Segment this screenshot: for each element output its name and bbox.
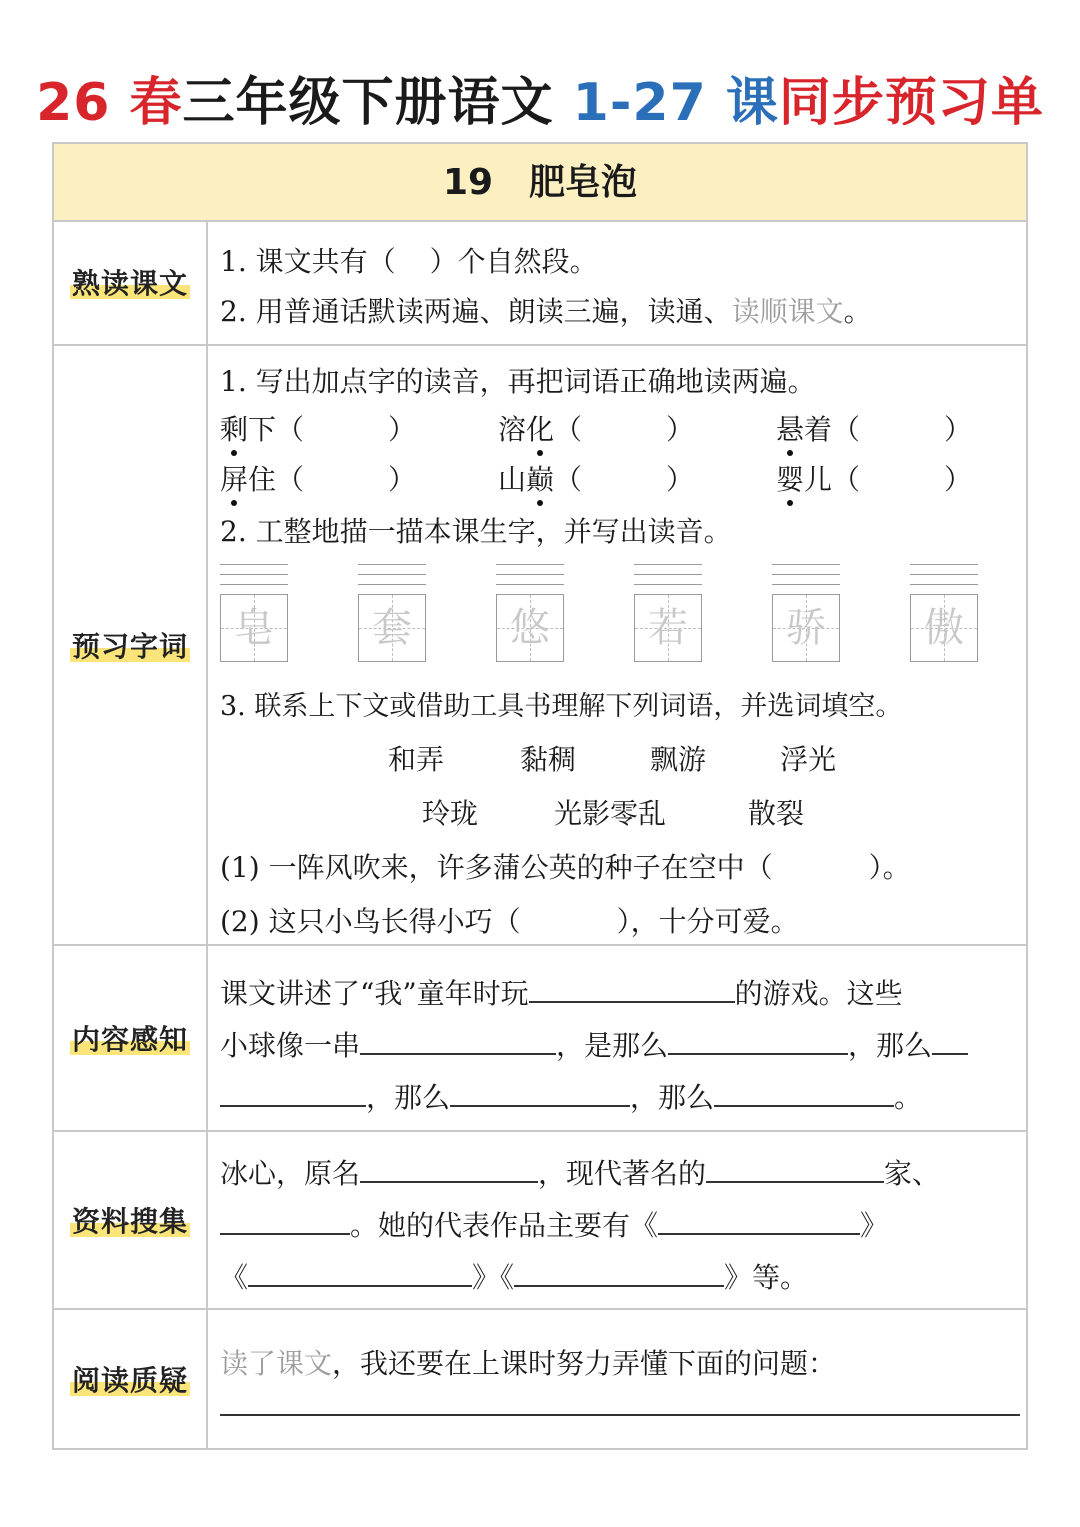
trace-char: 皂	[234, 605, 274, 651]
lesson-name: 肥皂泡	[529, 162, 638, 203]
title-part-grade: 三年级下册语文	[182, 73, 554, 133]
answer-blank[interactable]	[220, 1207, 350, 1235]
choice-word: 和弄	[388, 743, 445, 776]
trace-char: 套	[372, 605, 412, 651]
lesson-number: 19	[442, 162, 494, 203]
answer-blank[interactable]	[668, 1027, 848, 1055]
tracing-grid[interactable]	[910, 564, 978, 662]
choice-word: 浮光	[780, 743, 837, 776]
pinyin-item: 剩下（ ）	[220, 408, 416, 448]
words-question-2: 2. 工整地描一描本课生字，并写出读音。	[220, 515, 732, 548]
pinyin-answer[interactable]: （ ）	[832, 463, 973, 496]
title-part-sheet: 同步预习单	[778, 73, 1044, 133]
answer-blank[interactable]	[658, 1207, 860, 1235]
worksheet-table	[52, 142, 1028, 1450]
pinyin-answer[interactable]: （ ）	[276, 413, 417, 446]
content-line-1: 课文讲述了“我”童年时玩 的游戏。这些	[220, 977, 903, 1010]
tracing-grid[interactable]	[496, 564, 564, 662]
pinyin-answer[interactable]: （ ）	[554, 413, 695, 446]
trace-char: 悠	[510, 605, 550, 651]
tracing-grid[interactable]	[772, 564, 840, 662]
content-line-2: 小球像一串 ，是那么 ，那么	[220, 1024, 968, 1064]
title-part-season: 26 春	[36, 73, 183, 133]
trace-char: 若	[648, 605, 688, 651]
section-material	[54, 1132, 1026, 1310]
pinyin-item: 屏住（ ）	[220, 458, 416, 498]
answer-blank[interactable]	[529, 975, 735, 1003]
section-label: 资料搜集	[70, 1200, 190, 1240]
section-content	[54, 946, 1026, 1132]
section-label: 预习字词	[70, 625, 190, 665]
answer-blank[interactable]	[932, 1027, 968, 1055]
answer-blank[interactable]	[714, 1079, 894, 1107]
pinyin-item: 婴儿（ ）	[776, 458, 972, 498]
fill-sentence-2: (2) 这只小鸟长得小巧（ ），十分可爱。	[220, 905, 799, 938]
answer-blank[interactable]	[450, 1079, 630, 1107]
choice-word: 玲珑	[422, 797, 479, 830]
material-line-2: 。她的代表作品主要有《 》	[220, 1204, 888, 1244]
pinyin-item: 悬着（ ）	[776, 408, 972, 448]
tracing-grid[interactable]	[634, 564, 702, 662]
choice-word: 光影零乱	[554, 797, 667, 830]
read-question-2: 2. 用普通话默读两遍、朗读三遍，读通、读顺课文。	[220, 295, 872, 328]
section-label: 熟读课文	[70, 262, 190, 302]
choice-word: 飘游	[650, 743, 707, 776]
choice-word: 黏稠	[520, 743, 577, 776]
pinyin-answer[interactable]: （ ）	[832, 413, 973, 446]
watermark-text: 读顺课文	[731, 295, 844, 328]
content-line-3: ，那么 ，那么 。	[220, 1076, 922, 1116]
title-part-lessons: 1-27 课	[572, 73, 779, 133]
answer-blank[interactable]	[360, 1155, 538, 1183]
material-line-1: 冰心，原名 ，现代著名的 家、	[220, 1157, 941, 1190]
words-question-1: 1. 写出加点字的读音，再把词语正确地读两遍。	[220, 365, 816, 398]
section-read	[54, 220, 1026, 346]
choice-word: 散裂	[748, 797, 805, 830]
answer-blank[interactable]	[360, 1027, 556, 1055]
answer-blank[interactable]	[706, 1155, 884, 1183]
words-question-3: 3. 联系上下文或借助工具书理解下列词语，并选词填空。	[220, 691, 903, 722]
question-prompt: 读了课文，我还要在上课时努力弄懂下面的问题：	[220, 1347, 837, 1380]
answer-blank[interactable]	[220, 1079, 366, 1107]
pinyin-answer[interactable]: （ ）	[276, 463, 417, 496]
answer-blank[interactable]	[248, 1259, 472, 1287]
trace-char: 傲	[924, 605, 964, 651]
section-label: 内容感知	[70, 1018, 190, 1058]
answer-blank[interactable]	[514, 1259, 724, 1287]
watermark-text: 读了课文	[220, 1347, 333, 1380]
fill-sentence-1: (1) 一阵风吹来，许多蒲公英的种子在空中（ ）。	[220, 851, 911, 884]
pinyin-item: 溶化（ ）	[498, 408, 694, 448]
tracing-grid[interactable]	[358, 564, 426, 662]
tracing-grid[interactable]	[220, 564, 288, 662]
lesson-title	[54, 144, 1026, 222]
read-question-1: 1. 课文共有（ ）个自然段。	[220, 245, 598, 278]
material-line-3: 《 》《 》等。	[220, 1261, 809, 1294]
pinyin-item: 山巅（ ）	[498, 458, 694, 498]
section-question	[54, 1310, 1026, 1448]
section-words	[54, 346, 1026, 946]
page-title	[0, 60, 1080, 133]
answer-line[interactable]	[220, 1414, 1020, 1416]
section-label: 阅读质疑	[70, 1359, 190, 1399]
trace-char: 骄	[786, 605, 826, 651]
pinyin-answer[interactable]: （ ）	[554, 463, 695, 496]
